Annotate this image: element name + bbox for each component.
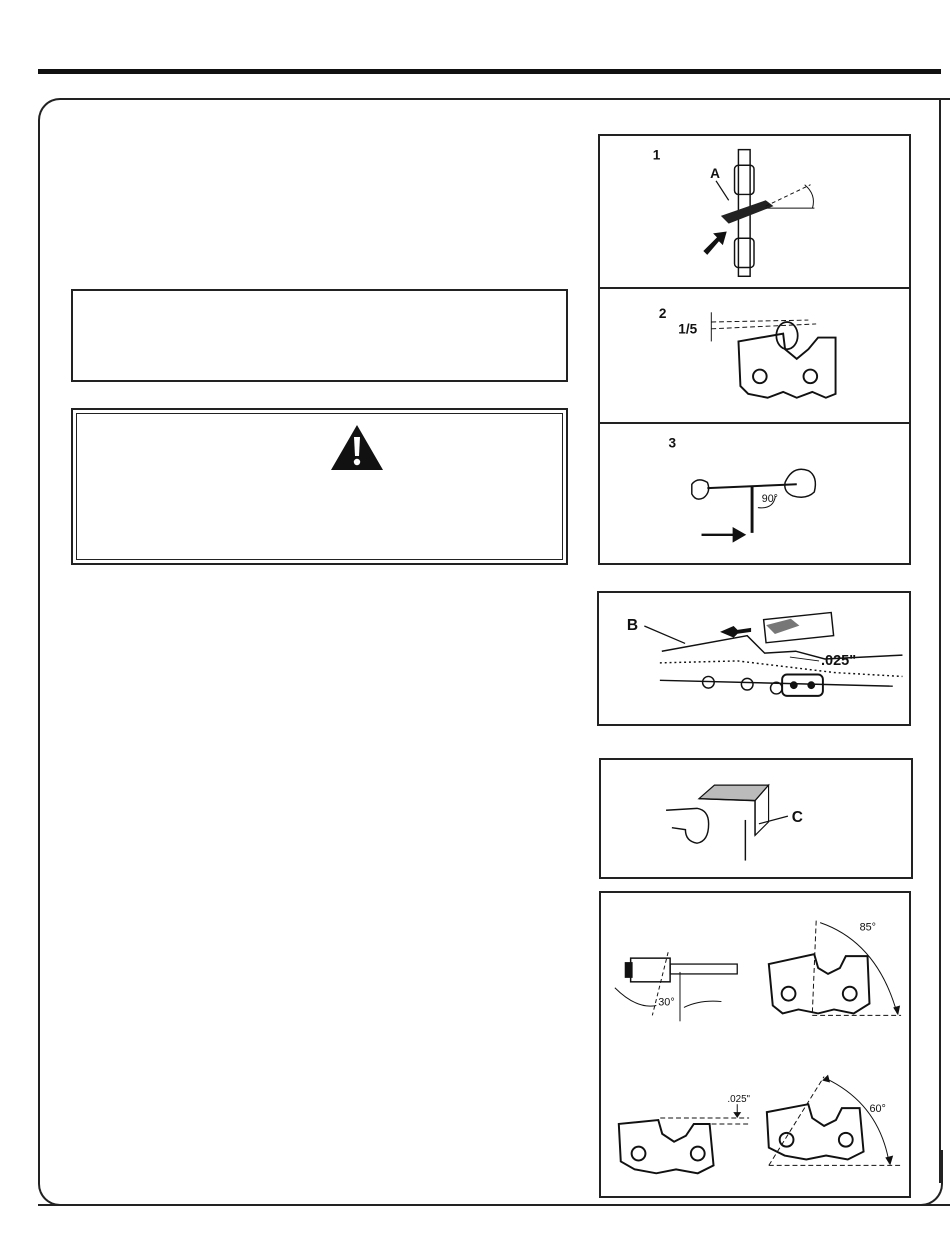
depth-025-label: .025"	[727, 1094, 751, 1106]
label-a: A	[710, 165, 721, 181]
figure-depth-gauge	[597, 591, 911, 726]
angle-30-label: 30°	[658, 996, 675, 1009]
figure-rounding	[599, 758, 913, 879]
warning-inner-frame	[76, 413, 563, 560]
cutter-top-angle	[769, 954, 870, 1013]
figure-step-2	[598, 287, 911, 424]
angle-60-label: 60°	[869, 1103, 886, 1116]
cutter-tooth	[738, 334, 835, 398]
label-c: C	[791, 808, 803, 826]
page-frame-right	[939, 98, 941, 1183]
figure-step-3	[598, 422, 911, 565]
hand-right	[785, 469, 816, 497]
figure-1-number: 1	[652, 147, 661, 163]
figure-step-1	[598, 134, 911, 289]
gauge-tool	[662, 636, 903, 659]
file-block	[699, 785, 769, 800]
round-file	[631, 958, 670, 982]
hand-left	[692, 480, 709, 499]
label-b: B	[626, 616, 639, 634]
figure-3-number: 3	[668, 435, 677, 451]
angle-85-label: 85°	[859, 921, 877, 934]
figure-2-number: 2	[658, 306, 667, 322]
arrow-icon	[703, 231, 726, 254]
warning-icon	[329, 423, 385, 473]
header-rule	[38, 69, 941, 74]
file-tool	[721, 200, 774, 223]
cutter-side-angle	[767, 1104, 864, 1159]
right-angle-label: 90°	[761, 492, 778, 505]
note-box	[71, 289, 568, 382]
figure-angles	[599, 891, 911, 1198]
push-arrow-icon	[733, 527, 747, 543]
warning-box	[71, 408, 568, 565]
clearance-label: .025"	[820, 652, 857, 669]
depth-gauge-profile	[666, 808, 709, 843]
ratio-label: 1/5	[678, 321, 698, 337]
